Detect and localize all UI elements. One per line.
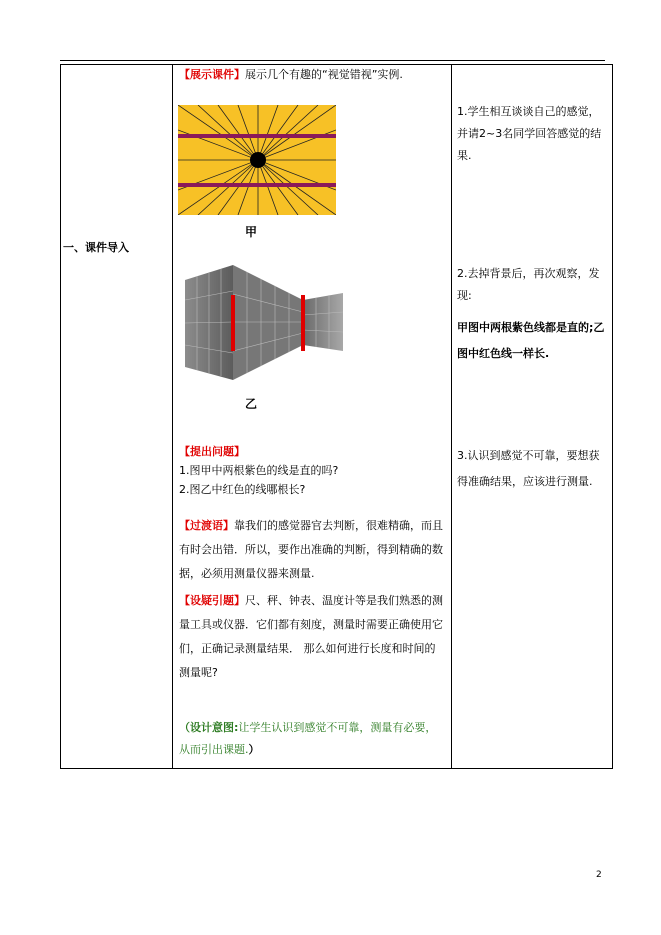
- section-cell: [61, 65, 173, 769]
- illusion-figure-a: [178, 105, 336, 215]
- transition-text: 靠我们的感觉器官去判断，很难精确，而且有时会出错．所以，要作出准确的判断，得到精确的数据，必须用测量仪器来测量.: [179, 519, 443, 580]
- figure-a-caption: 甲: [245, 225, 258, 239]
- doubt-text: 尺、秤、钟表、温度计等是我们熟悉的测量工具或仪器．它们都有刻度，测量时需要正确使用它们，正确记录测量结果． 那么如何进行长度和时间的测量呢?: [179, 594, 443, 679]
- activity-2b: 甲图中两根紫色线都是直的;乙图中红色线一样长.: [457, 321, 605, 360]
- lesson-table: [60, 64, 613, 769]
- illusion-figure-b: [185, 265, 345, 380]
- show-tag: 【展示课件】: [179, 68, 245, 81]
- show-text: 展示几个有趣的“视觉错视”实例.: [245, 68, 403, 81]
- activity-2a: 2.去掉背景后，再次观察，发现:: [457, 267, 600, 302]
- show-line: [179, 65, 445, 84]
- transition-block: [179, 514, 445, 586]
- question-block: [179, 442, 445, 499]
- design-text: 让学生认识到感觉不可靠，测量有必要，从而引出课题.: [179, 721, 437, 756]
- header-rule: [60, 60, 605, 61]
- content-cell: [173, 65, 452, 769]
- doubt-tag: 【设疑引题】: [179, 594, 245, 607]
- question-tag: 【提出问题】: [179, 445, 245, 458]
- activity-3: 3.认识到感觉不可靠，要想获得准确结果，应该进行测量.: [457, 449, 600, 488]
- transition-tag: 【过渡语】: [179, 519, 234, 532]
- page-number: 2: [596, 870, 602, 880]
- table-row: [61, 65, 613, 769]
- design-close: ）: [248, 743, 260, 756]
- design-tag: 设计意图:: [190, 721, 239, 734]
- student-activity-cell: [452, 65, 613, 769]
- design-open: （: [179, 721, 190, 734]
- figure-b-caption: 乙: [245, 397, 258, 411]
- question-2: 2.图乙中红色的线哪根长?: [179, 483, 306, 496]
- doubt-block: [179, 589, 445, 685]
- section-title: 一、课件导入: [63, 241, 129, 254]
- activity-1: 1.学生相互谈谈自己的感觉，并请2~3名同学回答感觉的结果.: [457, 105, 602, 162]
- question-1: 1.图甲中两根紫色的线是直的吗?: [179, 464, 339, 477]
- design-intent: [179, 717, 445, 761]
